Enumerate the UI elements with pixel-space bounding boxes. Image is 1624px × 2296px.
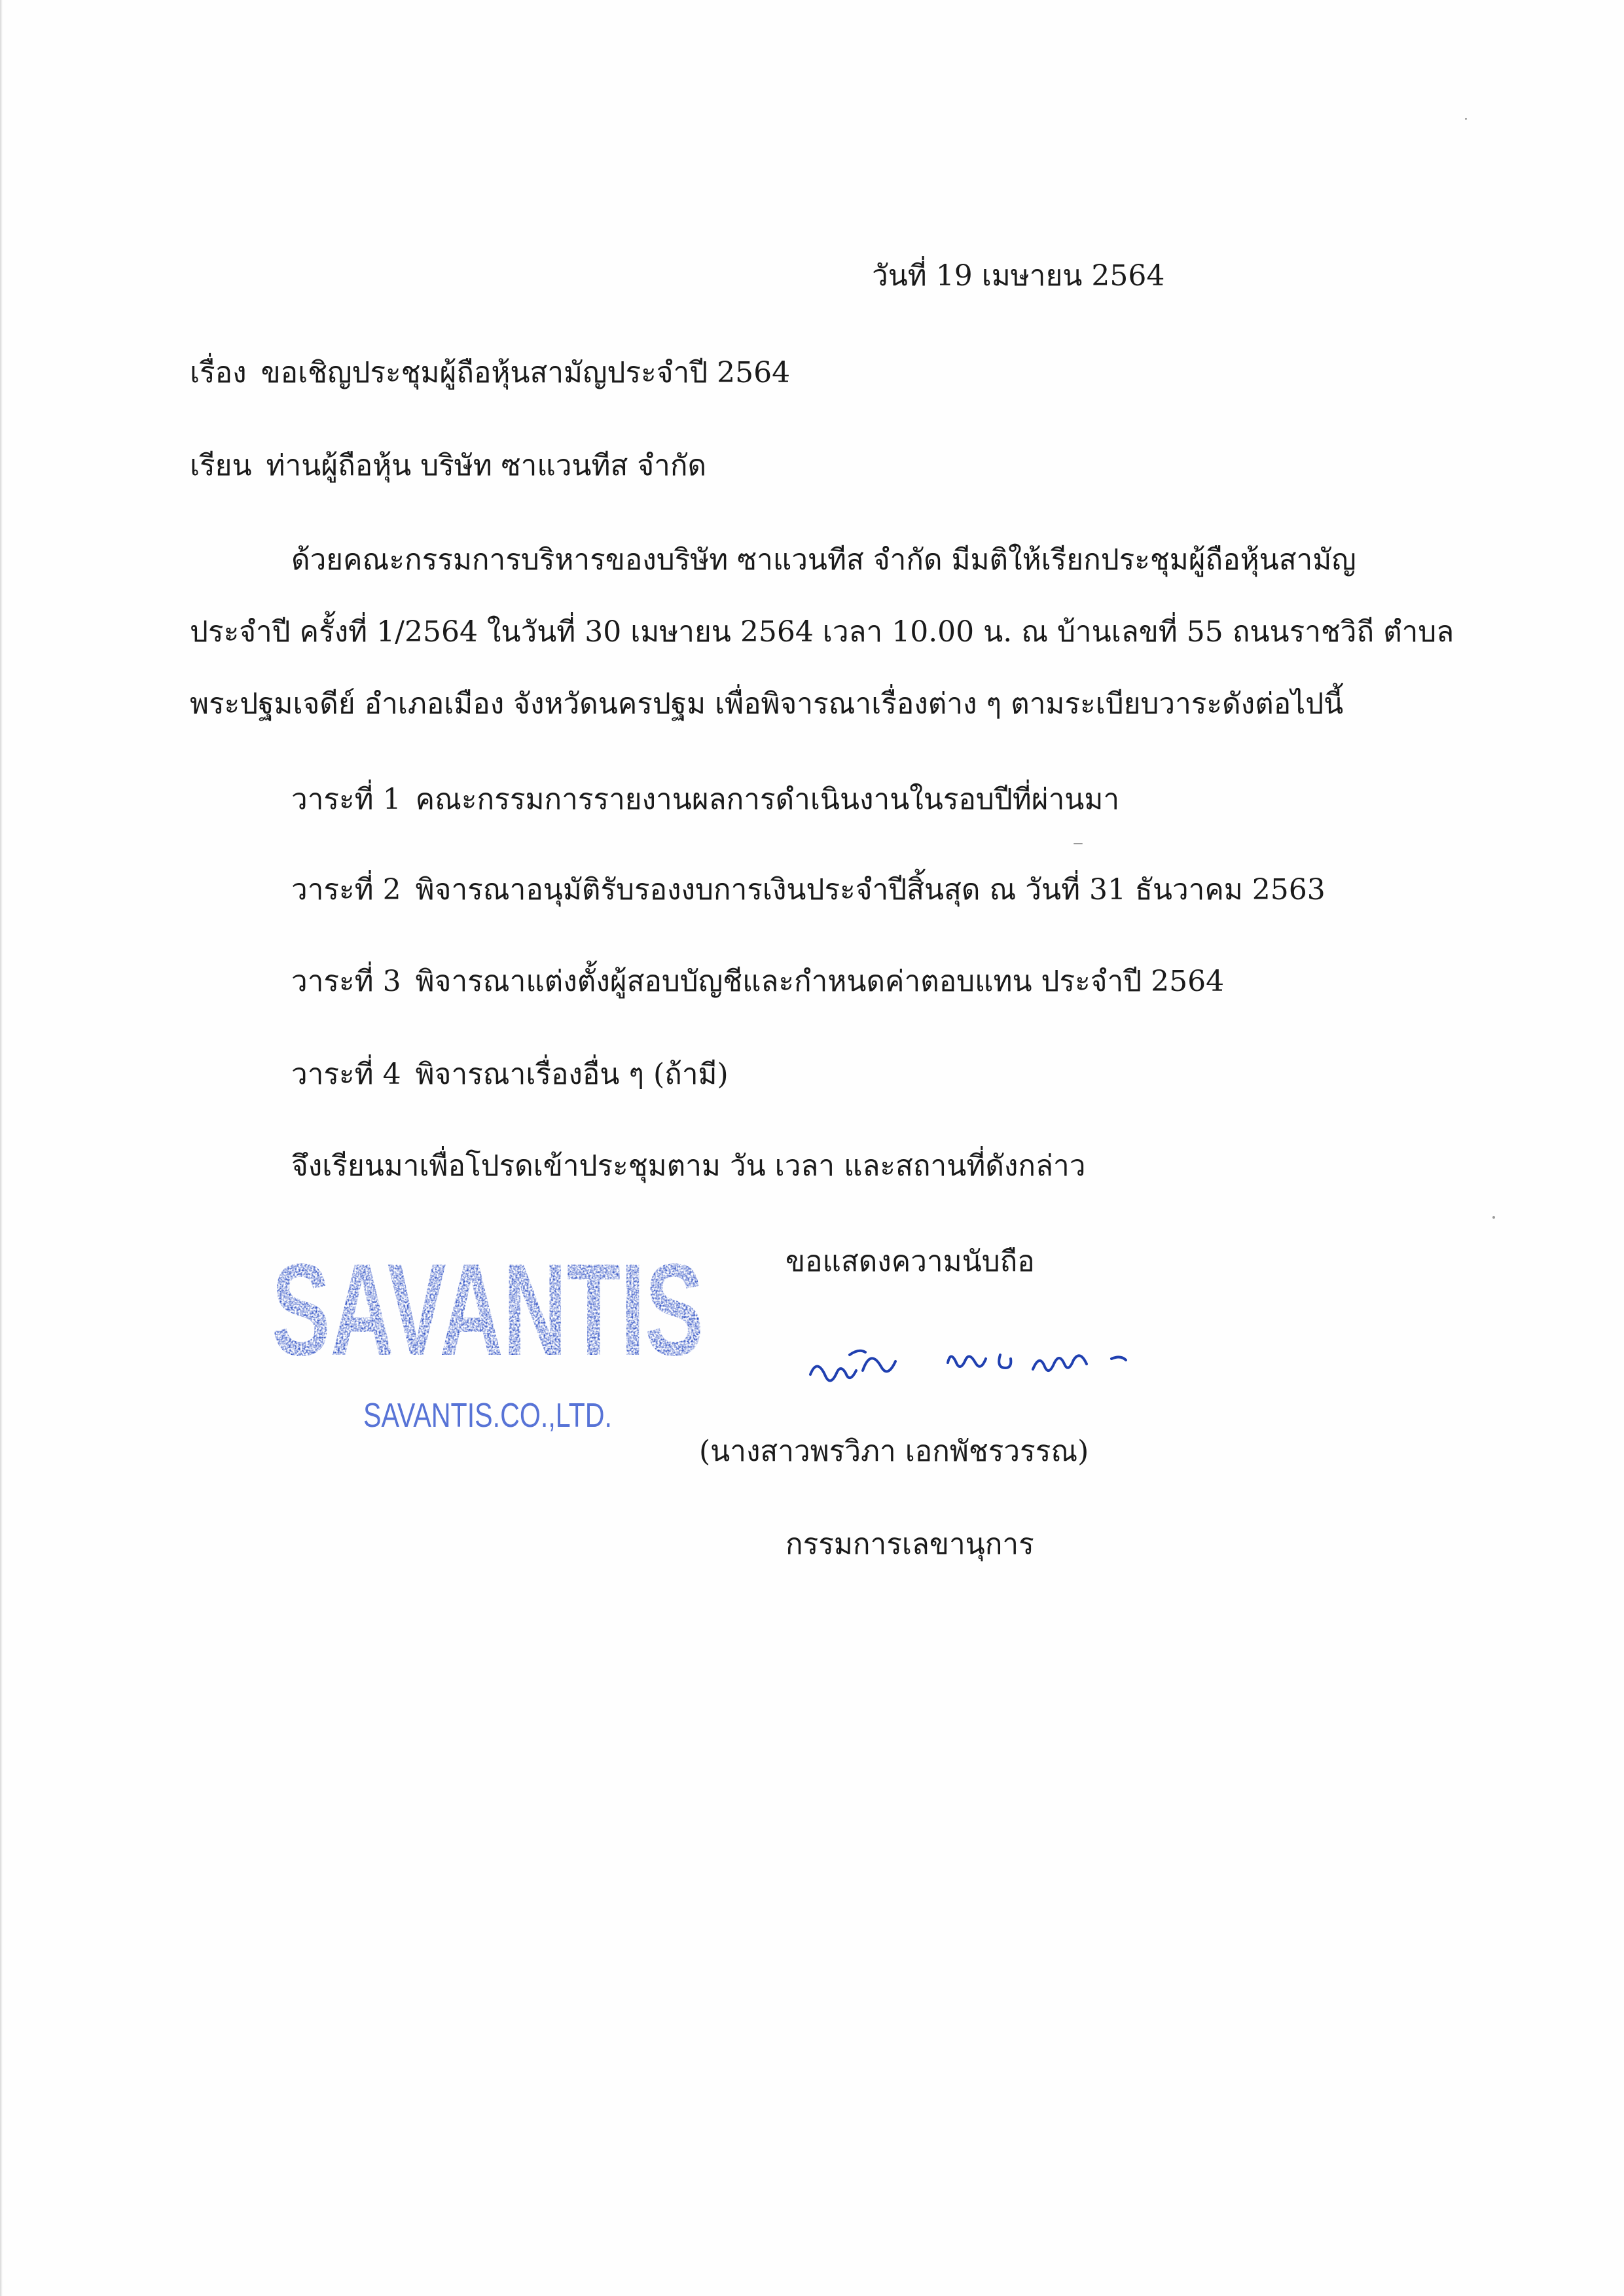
subject-text: ขอเชิญประชุมผู้ถือหุ้นสามัญประจำปี 2564 bbox=[261, 356, 791, 389]
subject-label: เรื่อง bbox=[190, 356, 247, 389]
stamp-brand-text: SAVANTIS bbox=[272, 1237, 704, 1383]
recipient-text: ท่านผู้ถือหุ้น บริษัท ซาแวนทีส จำกัด bbox=[266, 449, 707, 482]
agenda-label-1: วาระที่ 1 bbox=[291, 783, 401, 816]
scan-edge bbox=[0, 0, 3, 2296]
body-line-2: ประจำปี ครั้งที่ 1/2564 ในวันที่ 30 เมษายน 2564 เวลา 10.00 น. ณ บ้านเลขที่ 55 ถนนราชวิถี ตำบล bbox=[190, 615, 1454, 649]
agenda-item-3 bbox=[291, 962, 1224, 1001]
agenda-text-1: คณะกรรมการรายงานผลการดำเนินงานในรอบปีที่ผ่านมา bbox=[415, 783, 1120, 816]
scan-speck bbox=[1074, 843, 1083, 844]
agenda-text-2: พิจารณาอนุมัติรับรองงบการเงินประจำปีสิ้นสุด ณ วันที่ 31 ธันวาคม 2563 bbox=[415, 873, 1326, 906]
subject-line bbox=[190, 353, 790, 393]
scan-speck bbox=[1492, 1216, 1495, 1219]
letter-date: วันที่ 19 เมษายน 2564 bbox=[872, 259, 1165, 293]
company-stamp bbox=[265, 1230, 710, 1446]
closing-line: จึงเรียนมาเพื่อโปรดเข้าประชุมตาม วัน เวลา และสถานที่ดังกล่าว bbox=[291, 1149, 1086, 1183]
body-line-3: พระปฐมเจดีย์ อำเภอเมือง จังหวัดนครปฐม เพื่อพิจารณาเรื่องต่าง ๆ ตามระเบียบวาระดังต่อไปนี้ bbox=[190, 687, 1344, 721]
scan-speck bbox=[1465, 118, 1467, 120]
agenda-item-2 bbox=[291, 870, 1326, 910]
signer-position: กรรมการเลขานุการ bbox=[785, 1528, 1034, 1561]
agenda-text-3: พิจารณาแต่งตั้งผู้สอบบัญชีและกำหนดค่าตอบแทน ประจำปี 2564 bbox=[415, 965, 1225, 998]
agenda-label-2: วาระที่ 2 bbox=[291, 873, 401, 906]
signer-name: (นางสาวพรวิภา เอกพัชรวรรณ) bbox=[699, 1435, 1089, 1468]
agenda-label-4: วาระที่ 4 bbox=[291, 1058, 401, 1091]
stamp-company-text: SAVANTIS.CO.,LTD. bbox=[363, 1397, 612, 1435]
recipient-line bbox=[190, 446, 706, 486]
agenda-label-3: วาระที่ 3 bbox=[291, 965, 401, 998]
agenda-item-1 bbox=[291, 780, 1119, 819]
recipient-label: เรียน bbox=[190, 449, 252, 482]
regards-line: ขอแสดงความนับถือ bbox=[785, 1245, 1035, 1278]
agenda-item-4 bbox=[291, 1055, 729, 1094]
body-line-1: ด้วยคณะกรรมการบริหารของบริษัท ซาแวนทีส จำกัด มีมติให้เรียกประชุมผู้ถือหุ้นสามัญ bbox=[291, 543, 1356, 577]
agenda-text-4: พิจารณาเรื่องอื่น ๆ (ถ้ามี) bbox=[415, 1058, 729, 1091]
handwritten-signature bbox=[804, 1329, 1144, 1401]
